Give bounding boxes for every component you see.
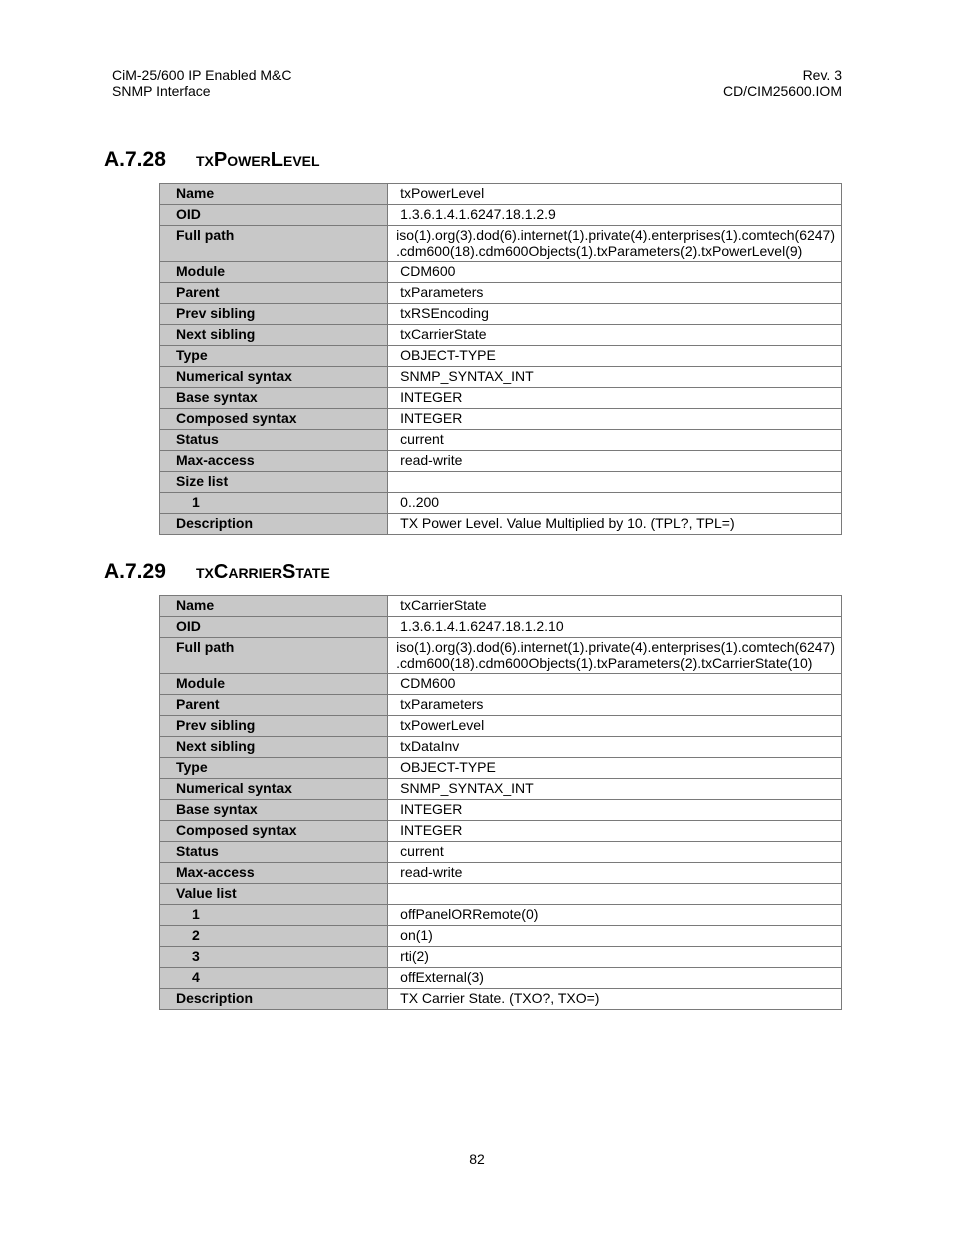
table-row: [160, 430, 842, 451]
table-row: [160, 737, 842, 758]
field-value: txPowerLevel: [388, 184, 842, 205]
field-value: TX Power Level. Value Multiplied by 10. (TPL?, TPL=): [388, 514, 842, 535]
field-value: current: [388, 842, 842, 863]
field-value: current: [388, 430, 842, 451]
table-row: [160, 346, 842, 367]
full-path-line-2: .cdm600(18).cdm600Objects(1).txParameters(2).txPowerLevel(9): [396, 243, 803, 259]
section-name: txCarrierState: [196, 561, 330, 583]
table-row: [160, 716, 842, 737]
table-row: [160, 926, 842, 947]
document-subtitle: SNMP Interface: [112, 83, 211, 99]
field-key: Status: [160, 842, 388, 863]
table-row: [160, 304, 842, 325]
field-key: OID: [160, 617, 388, 638]
field-key: Description: [160, 514, 388, 535]
field-value: CDM600: [388, 262, 842, 283]
full-path-line-1: iso(1).org(3).dod(6).internet(1).private(4).enterprises(1).comtech(6247): [396, 227, 835, 243]
table-row: [160, 596, 842, 617]
table-row: [160, 283, 842, 304]
table-row: [160, 638, 842, 674]
field-value: INTEGER: [388, 821, 842, 842]
field-value-full-path: [388, 638, 842, 674]
table-row: [160, 262, 842, 283]
page-number: 82: [469, 1151, 485, 1167]
table-row: [160, 226, 842, 262]
field-value: CDM600: [388, 674, 842, 695]
field-value: SNMP_SYNTAX_INT: [388, 779, 842, 800]
field-value: 0..200: [388, 493, 842, 514]
field-key: Module: [160, 262, 388, 283]
field-value: INTEGER: [388, 800, 842, 821]
field-key: Module: [160, 674, 388, 695]
field-key: OID: [160, 205, 388, 226]
field-value: [388, 472, 842, 493]
field-value: txParameters: [388, 695, 842, 716]
running-header-right: [723, 67, 842, 99]
field-key: Type: [160, 758, 388, 779]
table-row: [160, 451, 842, 472]
field-key: Next sibling: [160, 737, 388, 758]
field-key: Description: [160, 989, 388, 1010]
mib-table-txcarrierstate: [159, 595, 842, 1010]
field-key: Full path: [160, 226, 388, 262]
table-row: [160, 472, 842, 493]
field-key: Base syntax: [160, 800, 388, 821]
table-row: [160, 617, 842, 638]
table-row: [160, 779, 842, 800]
field-value: offExternal(3): [388, 968, 842, 989]
section-name: txPowerLevel: [196, 149, 320, 171]
field-key-index: 1: [160, 493, 388, 514]
table-row: [160, 325, 842, 346]
field-value: txCarrierState: [388, 325, 842, 346]
field-key: Max-access: [160, 451, 388, 472]
field-key: Name: [160, 596, 388, 617]
revision-label: Rev. 3: [802, 67, 842, 83]
field-key: Parent: [160, 283, 388, 304]
field-key: Base syntax: [160, 388, 388, 409]
field-key: Numerical syntax: [160, 367, 388, 388]
section-heading-txpowerlevel: [104, 148, 320, 172]
document-title: CiM-25/600 IP Enabled M&C: [112, 67, 292, 83]
field-value-full-path: [388, 226, 842, 262]
table-row: [160, 821, 842, 842]
field-value: TX Carrier State. (TXO?, TXO=): [388, 989, 842, 1010]
table-row: [160, 863, 842, 884]
table-row: [160, 800, 842, 821]
field-key-index: 3: [160, 947, 388, 968]
document-code: CD/CIM25600.IOM: [722, 83, 842, 99]
field-key: Status: [160, 430, 388, 451]
field-value: txDataInv: [388, 737, 842, 758]
field-key: Name: [160, 184, 388, 205]
table-row: [160, 184, 842, 205]
field-value: read-write: [388, 863, 842, 884]
section-number: A.7.28: [104, 148, 166, 171]
field-value: txPowerLevel: [388, 716, 842, 737]
table-row: [160, 758, 842, 779]
field-key: Max-access: [160, 863, 388, 884]
field-value: INTEGER: [388, 409, 842, 430]
field-key: Parent: [160, 695, 388, 716]
field-value: offPanelORRemote(0): [388, 905, 842, 926]
field-key-index: 1: [160, 905, 388, 926]
field-key: Prev sibling: [160, 716, 388, 737]
table-row: [160, 884, 842, 905]
field-value: [388, 884, 842, 905]
field-key: Prev sibling: [160, 304, 388, 325]
running-header-left: [112, 67, 292, 99]
field-value: txCarrierState: [388, 596, 842, 617]
table-row: [160, 205, 842, 226]
field-value: 1.3.6.1.4.1.6247.18.1.2.9: [388, 205, 842, 226]
field-key: Composed syntax: [160, 409, 388, 430]
field-key-index: 4: [160, 968, 388, 989]
field-key-index: 2: [160, 926, 388, 947]
field-value: rti(2): [388, 947, 842, 968]
table-row: [160, 674, 842, 695]
field-value: INTEGER: [388, 388, 842, 409]
section-number: A.7.29: [104, 560, 166, 583]
table-row: [160, 409, 842, 430]
field-key: Value list: [160, 884, 388, 905]
field-key: Full path: [160, 638, 388, 674]
field-key: Size list: [160, 472, 388, 493]
field-value: SNMP_SYNTAX_INT: [388, 367, 842, 388]
table-row: [160, 514, 842, 535]
section-heading-txcarrierstate: [104, 560, 330, 584]
table-row: [160, 947, 842, 968]
field-value: OBJECT-TYPE: [388, 758, 842, 779]
table-row: [160, 367, 842, 388]
table-row: [160, 493, 842, 514]
field-value: txParameters: [388, 283, 842, 304]
full-path-line-2: .cdm600(18).cdm600Objects(1).txParameters(2).txCarrierState(10): [396, 655, 813, 671]
table-row: [160, 968, 842, 989]
table-row: [160, 989, 842, 1010]
field-value: on(1): [388, 926, 842, 947]
field-key: Type: [160, 346, 388, 367]
field-key: Composed syntax: [160, 821, 388, 842]
field-key: Numerical syntax: [160, 779, 388, 800]
field-key: Next sibling: [160, 325, 388, 346]
field-value: txRSEncoding: [388, 304, 842, 325]
table-row: [160, 695, 842, 716]
mib-table-txpowerlevel: [159, 183, 842, 535]
full-path-line-1: iso(1).org(3).dod(6).internet(1).private(4).enterprises(1).comtech(6247): [396, 639, 835, 655]
field-value: read-write: [388, 451, 842, 472]
field-value: 1.3.6.1.4.1.6247.18.1.2.10: [388, 617, 842, 638]
table-row: [160, 842, 842, 863]
table-row: [160, 905, 842, 926]
table-row: [160, 388, 842, 409]
field-value: OBJECT-TYPE: [388, 346, 842, 367]
